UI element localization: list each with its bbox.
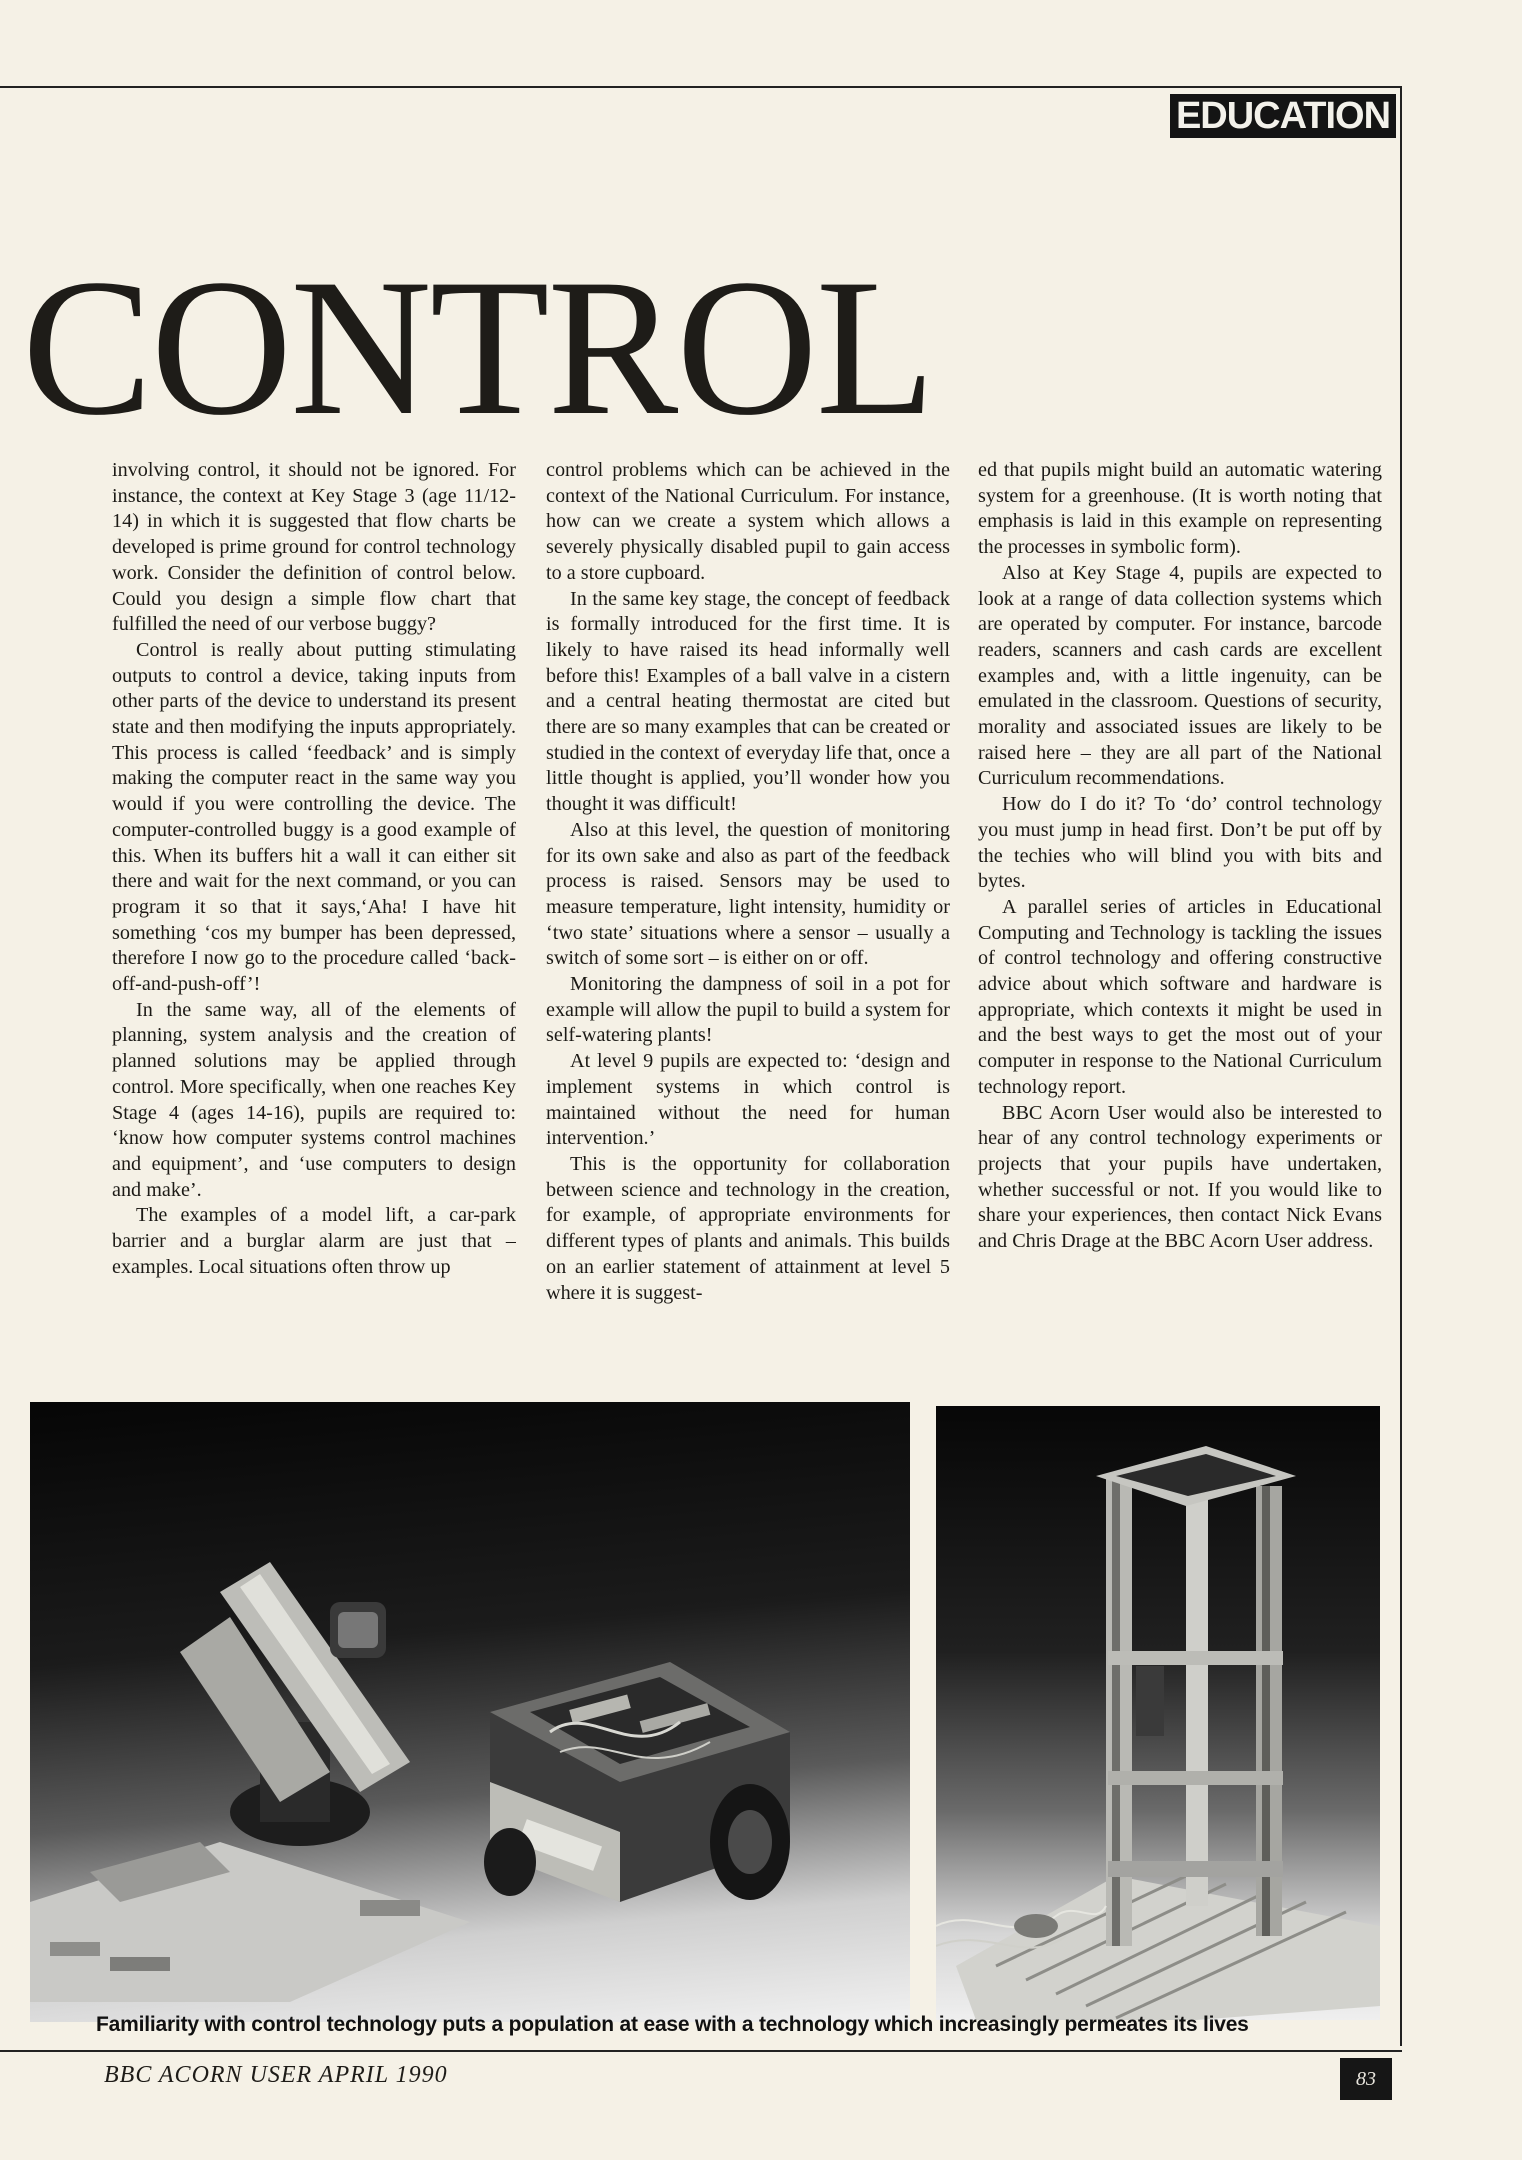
paragraph: ed that pupils might build an automatic watering system for a greenhouse. (It is worth noting that emphasis is laid in this example on representing the processes in symbolic form). xyxy=(978,459,1382,559)
bottom-rule xyxy=(0,2050,1402,2052)
paragraph: Monitoring the dampness of soil in a pot for example will allow the pupil to build a system for self-watering plants! xyxy=(546,973,950,1047)
photo-caption: Familiarity with control technology puts a population at ease with a technology which increasingly permeates its lives xyxy=(96,2013,1249,2036)
paragraph: Control is really about putting stimulating outputs to control a device, taking inputs from other parts of the device to understand its present state and then modifying the inputs appropriately. This process is called ‘feedback’ and is simply making the computer react in the same way you would if you were controlling the device. The computer-controlled buggy is a good example of this. When its buffers hit a wall it can either sit there and wait for the next command, or you can program it so that it says,‘Aha! I have hit something ‘cos my bumper has been depressed, therefore I now go to the procedure called ‘back-off-and-push-off’! xyxy=(112,638,516,996)
page-number: 83 xyxy=(1340,2058,1392,2100)
paragraph: involving control, it should not be ignored. For instance, the context at Key Stage 3 (age 11/12-14) in which it is suggested that flow charts be developed is prime ground for control technology work. Consider the definition of control below. Could you design a simple flow chart that fulfilled the need of our verbose buggy? xyxy=(112,459,516,636)
paragraph: The examples of a model lift, a car-park barrier and a burglar alarm are just that – examples. Local situations often throw up xyxy=(112,1204,516,1278)
article-column-2 xyxy=(546,458,950,1368)
paragraph: BBC Acorn User would also be interested to hear of any control technology experiments or projects that your pupils have undertaken, whether successful or not. If you would like to share your experiences, then contact Nick Evans and Chris Drage at the BBC Acorn User address. xyxy=(978,1101,1382,1253)
paragraph: Also at this level, the question of monitoring for its own sake and also as part of the feedback process is raised. Sensors may be used to measure temperature, light intensity, humidity or ‘two state’ situations where a sensor – usually a switch of some sort – is either on or off. xyxy=(546,818,950,970)
footer-publication: BBC ACORN USER APRIL 1990 xyxy=(104,2062,448,2088)
paragraph: A parallel series of articles in Educational Computing and Technology is tackling the issues of control technology and offering constructive advice about which software and hardware is appropriate, which contexts it might be used in and the best ways to get the most out of your computer in response to the National Curriculum technology report. xyxy=(978,895,1382,1098)
photo-robot-arm-and-buggy xyxy=(30,1402,910,2022)
paragraph: In the same way, all of the elements of planning, system analysis and the creation of planned solutions may be applied through control. More specifically, when one reaches Key Stage 4 (ages 14-16), pupils are required to: ‘know how computer systems control machines and equipment’, and ‘use computers to design and make’. xyxy=(112,998,516,1201)
paragraph: At level 9 pupils are expected to: ‘design and implement systems in which control is maintained without the need for human intervention.’ xyxy=(546,1050,950,1150)
paragraph: In the same key stage, the concept of feedback is formally introduced for the first time. It is likely to have raised its head informally well before this! Examples of a ball valve in a cistern and a central heating thermostat are cited but there are so many examples that can be created or studied in the context of everyday life that, once a little thought is applied, you’ll wonder how you thought it was difficult! xyxy=(546,587,950,816)
top-rule xyxy=(0,86,1402,88)
model-lift-illustration xyxy=(936,1406,1380,2020)
robot-models-illustration xyxy=(30,1402,910,2022)
paragraph: Also at Key Stage 4, pupils are expected to look at a range of data collection systems which are operated by computer. For instance, barcode readers, scanners and cash cards are excellent examples and, with a little ingenuity, can be emulated in the classroom. Questions of security, morality and associated issues are likely to be raised here – they are all part of the National Curriculum recommendations. xyxy=(978,561,1382,790)
article-column-1 xyxy=(112,458,516,1368)
paragraph: How do I do it? To ‘do’ control technology you must jump in head first. Don’t be put off by the techies who will blind you with bits and bytes. xyxy=(978,793,1382,893)
photo-model-lift xyxy=(936,1406,1380,2020)
article-column-3 xyxy=(978,458,1382,1368)
headline: CONTROL xyxy=(22,239,934,456)
paragraph: This is the opportunity for collaboration between science and technology in the creation, for example, of appropriate environments for different types of plants and animals. This builds on an earlier statement of attainment at level 5 where it is suggest- xyxy=(546,1152,950,1304)
section-tag: EDUCATION xyxy=(1170,94,1396,138)
paragraph: control problems which can be achieved in the context of the National Curriculum. For instance, how can we create a system which allows a severely physically disabled pupil to gain access to a store cupboard. xyxy=(546,459,950,584)
right-rule xyxy=(1400,86,1402,2046)
